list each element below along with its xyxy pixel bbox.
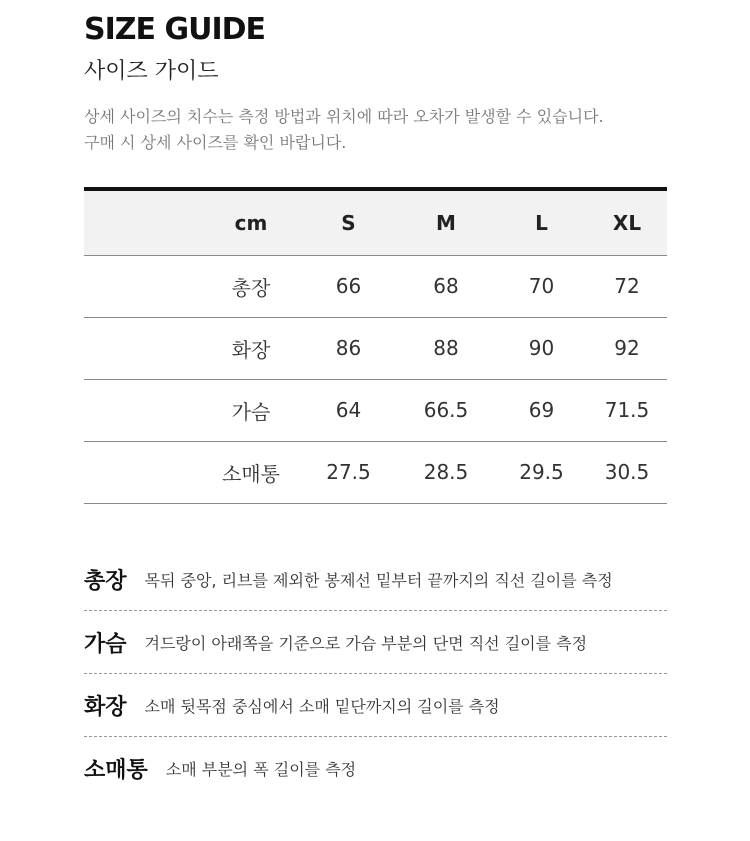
definition-term: 소매통 bbox=[84, 757, 148, 783]
definition-row bbox=[84, 674, 667, 737]
table-cell: 66 bbox=[301, 255, 396, 317]
column-header-unit: cm bbox=[201, 189, 301, 255]
measurement-definitions bbox=[84, 548, 667, 799]
table-row bbox=[84, 379, 667, 441]
table-cell: 64 bbox=[301, 379, 396, 441]
row-label: 가슴 bbox=[201, 379, 301, 441]
definition-row bbox=[84, 548, 667, 611]
table-cell: 70 bbox=[496, 255, 587, 317]
column-header-l: L bbox=[496, 189, 587, 255]
definition-desc: 겨드랑이 아래쪽을 기준으로 가슴 부분의 단면 직선 길이를 측정 bbox=[144, 633, 588, 653]
measurement-notice bbox=[84, 104, 684, 156]
table-cell: 69 bbox=[496, 379, 587, 441]
row-label: 화장 bbox=[201, 317, 301, 379]
definition-term: 가슴 bbox=[84, 631, 127, 657]
page-subtitle: 사이즈 가이드 bbox=[84, 59, 219, 84]
table-row bbox=[84, 317, 667, 379]
definition-desc: 소매 뒷목점 중심에서 소매 밑단까지의 길이를 측정 bbox=[144, 696, 500, 716]
definition-term: 총장 bbox=[84, 568, 127, 594]
notice-line: 구매 시 상세 사이즈를 확인 바랍니다. bbox=[84, 133, 347, 152]
table-cell: 72 bbox=[587, 255, 667, 317]
table-cell: 27.5 bbox=[301, 441, 396, 503]
table-row bbox=[84, 441, 667, 503]
definition-row bbox=[84, 737, 667, 799]
column-header-s: S bbox=[301, 189, 396, 255]
table-cell: 90 bbox=[496, 317, 587, 379]
table-cell: 29.5 bbox=[496, 441, 587, 503]
table-cell: 71.5 bbox=[587, 379, 667, 441]
table-cell: 92 bbox=[587, 317, 667, 379]
page-title: SIZE GUIDE bbox=[84, 12, 266, 47]
table-cell: 66.5 bbox=[396, 379, 496, 441]
definition-desc: 소매 부분의 폭 길이를 측정 bbox=[165, 759, 357, 779]
table-row bbox=[84, 255, 667, 317]
size-table bbox=[84, 187, 667, 504]
column-header-m: M bbox=[396, 189, 496, 255]
column-header-xl: XL bbox=[587, 189, 667, 255]
table-cell: 88 bbox=[396, 317, 496, 379]
table-header-row bbox=[84, 189, 667, 255]
row-label: 총장 bbox=[201, 255, 301, 317]
table-cell: 68 bbox=[396, 255, 496, 317]
table-cell: 86 bbox=[301, 317, 396, 379]
table-cell: 30.5 bbox=[587, 441, 667, 503]
row-label: 소매통 bbox=[201, 441, 301, 503]
definition-row bbox=[84, 611, 667, 674]
notice-line: 상세 사이즈의 치수는 측정 방법과 위치에 따라 오차가 발생할 수 있습니다. bbox=[84, 107, 604, 126]
definition-desc: 목뒤 중앙, 리브를 제외한 봉제선 밑부터 끝까지의 직선 길이를 측정 bbox=[144, 570, 613, 590]
table-cell: 28.5 bbox=[396, 441, 496, 503]
definition-term: 화장 bbox=[84, 694, 127, 720]
